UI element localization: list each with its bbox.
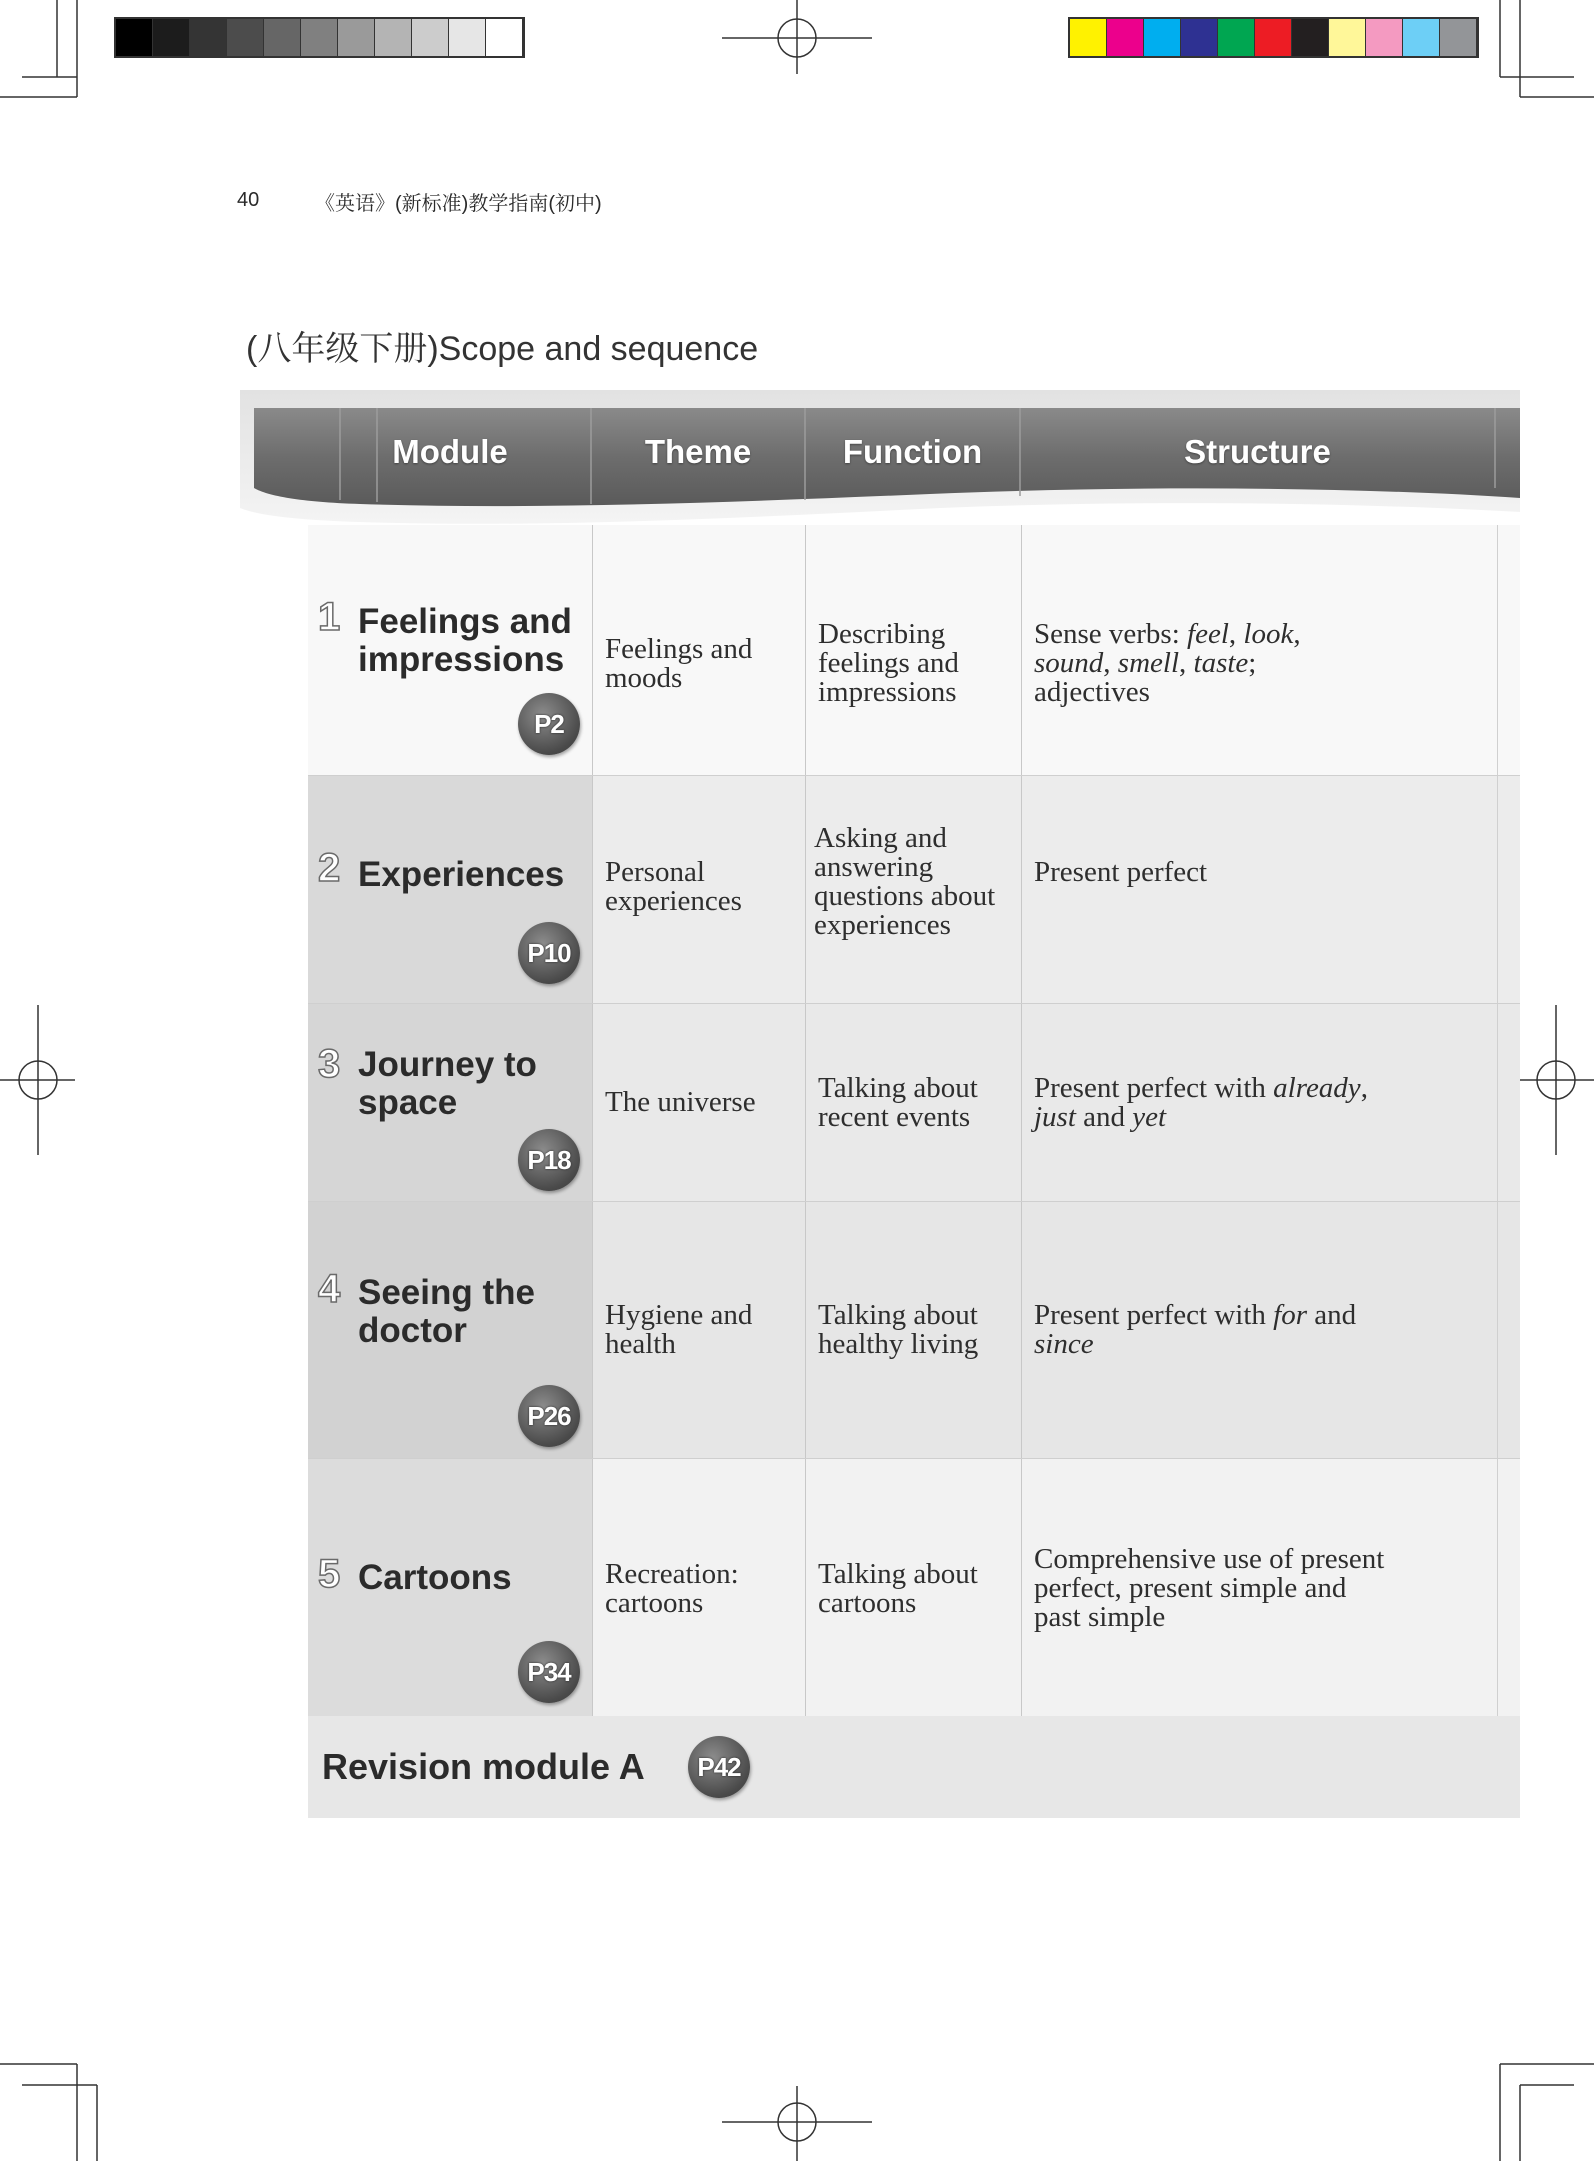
structure-cell: [1021, 525, 1518, 775]
grayscale-swatch: [153, 19, 190, 56]
cell-text-line: health: [605, 1328, 676, 1360]
revision-module-label: Revision module A: [322, 1746, 645, 1787]
column-header-function: Function: [842, 433, 983, 470]
cell-text-line: Feelings and: [605, 633, 753, 665]
cell-text-line: sound, smell, taste;: [1034, 647, 1257, 679]
table-row: [308, 525, 1520, 775]
module-number: 4: [318, 1267, 341, 1311]
page-number: 40: [237, 189, 260, 211]
module-cell: [308, 1004, 592, 1202]
module-title: [358, 603, 572, 679]
column-header-theme: Theme: [644, 433, 752, 470]
cell-text-line: Comprehensive use of present: [1034, 1543, 1385, 1575]
color-swatch: [1070, 19, 1107, 56]
table-row: [308, 1201, 1520, 1459]
cell-text-line: feelings and: [818, 647, 959, 679]
function-cell: [805, 1202, 1022, 1459]
structure-cell: [1021, 1202, 1518, 1459]
grayscale-swatch: [449, 19, 486, 56]
grayscale-swatch: [264, 19, 301, 56]
cell-text-line: cartoons: [605, 1587, 704, 1619]
module-cell: [308, 1202, 592, 1459]
color-swatch: [1403, 19, 1440, 56]
column-header-structure: Structure: [1184, 433, 1331, 470]
grayscale-swatch: [190, 19, 227, 56]
color-swatch: [1218, 19, 1255, 56]
cell-text-line: Present perfect with already,: [1034, 1072, 1368, 1104]
function-cell: [805, 1459, 1022, 1717]
grayscale-swatch: [227, 19, 264, 56]
color-swatch: [1292, 19, 1329, 56]
grayscale-calibration-bar: [114, 17, 525, 58]
cell-text-line: The universe: [605, 1086, 756, 1118]
page-badge[interactable]: P10: [518, 922, 580, 984]
color-swatch: [1255, 19, 1292, 56]
cell-text-line: past simple: [1034, 1601, 1166, 1633]
grayscale-swatch: [338, 19, 375, 56]
page-badge[interactable]: P34: [518, 1641, 580, 1703]
cell-text-line: experiences: [814, 909, 951, 941]
cell-text-line: experiences: [605, 885, 742, 917]
module-title-line: Experiences: [358, 855, 565, 894]
cell-text-line: Present perfect with for and: [1034, 1299, 1357, 1331]
cell-text-line: since: [1034, 1328, 1094, 1360]
grayscale-swatch: [375, 19, 412, 56]
table-edge: [1497, 776, 1521, 1004]
cell-text-line: perfect, present simple and: [1034, 1572, 1347, 1604]
cell-text-line: Asking and: [814, 822, 947, 854]
color-swatch: [1181, 19, 1218, 56]
table-edge: [1497, 1202, 1521, 1459]
cell-text-line: Talking about: [818, 1299, 978, 1331]
color-swatch: [1440, 19, 1477, 56]
color-swatch: [1107, 19, 1144, 56]
page-title: (八年级下册)Scope and sequence: [246, 330, 759, 368]
running-title: 《英语》(新标准)教学指南(初中): [315, 193, 602, 215]
structure-cell: [1021, 776, 1518, 1004]
grayscale-swatch: [301, 19, 338, 56]
module-title-line: space: [358, 1083, 458, 1122]
column-header-module: Module: [392, 433, 508, 470]
cell-text-line: Present perfect: [1034, 856, 1208, 888]
function-cell: [805, 1004, 1022, 1202]
table-row: [308, 1458, 1520, 1717]
module-title-line: impressions: [358, 640, 565, 679]
color-swatch: [1329, 19, 1366, 56]
table-row: [308, 775, 1520, 1004]
cell-text-line: answering: [814, 851, 934, 883]
cell-text-line: Hygiene and: [605, 1299, 753, 1331]
module-title-line: Cartoons: [358, 1558, 512, 1597]
revision-module-row: [308, 1716, 1520, 1818]
cell-text-line: adjectives: [1034, 676, 1150, 708]
module-title: [358, 856, 564, 894]
color-swatch: [1366, 19, 1403, 56]
module-title: [358, 1046, 537, 1122]
table-edge: [1497, 525, 1521, 775]
module-cell: [308, 776, 592, 1004]
cell-text-line: Talking about: [818, 1072, 978, 1104]
module-number: 1: [318, 595, 341, 639]
module-title-line: Journey to: [358, 1045, 537, 1084]
page-badge[interactable]: P18: [518, 1129, 580, 1191]
page-badge[interactable]: P2: [518, 693, 580, 755]
page-badge[interactable]: P42: [688, 1736, 750, 1798]
cell-text-line: healthy living: [818, 1328, 979, 1360]
module-title-line: doctor: [358, 1311, 467, 1350]
cell-text-line: Talking about: [818, 1558, 978, 1590]
theme-cell: [592, 525, 806, 775]
cell-text-line: just and yet: [1034, 1101, 1167, 1133]
module-cell: [308, 525, 592, 775]
cell-text-line: moods: [605, 662, 683, 694]
cell-text-line: Sense verbs: feel, look,: [1034, 618, 1301, 650]
color-calibration-bar: [1068, 17, 1479, 58]
cell-text-line: Describing: [818, 618, 946, 650]
theme-cell: [592, 1004, 806, 1202]
function-cell: [805, 525, 1022, 775]
theme-cell: [592, 1459, 806, 1717]
table-edge: [1497, 1459, 1521, 1717]
grayscale-swatch: [486, 19, 523, 56]
cell-text-line: cartoons: [818, 1587, 917, 1619]
grayscale-swatch: [412, 19, 449, 56]
module-title-line: Seeing the: [358, 1273, 535, 1312]
cell-text-line: Personal: [605, 856, 705, 888]
module-title-line: Feelings and: [358, 602, 572, 641]
module-title: [358, 1274, 535, 1350]
grayscale-swatch: [116, 19, 153, 56]
table-row: [308, 1003, 1520, 1202]
table-edge: [1497, 1004, 1521, 1202]
structure-cell: [1021, 1004, 1518, 1202]
module-number: 2: [318, 846, 341, 890]
cell-text-line: questions about: [814, 880, 996, 912]
module-number: 5: [318, 1552, 341, 1596]
module-number: 3: [318, 1042, 341, 1086]
function-cell: [805, 776, 1022, 1004]
color-swatch: [1144, 19, 1181, 56]
structure-cell: [1021, 1459, 1518, 1717]
module-title: [358, 1559, 512, 1597]
theme-cell: [592, 776, 806, 1004]
page-badge[interactable]: P26: [518, 1385, 580, 1447]
cell-text-line: recent events: [818, 1101, 971, 1133]
module-cell: [308, 1459, 592, 1717]
cell-text-line: Recreation:: [605, 1558, 739, 1590]
theme-cell: [592, 1202, 806, 1459]
cell-text-line: impressions: [818, 676, 957, 708]
